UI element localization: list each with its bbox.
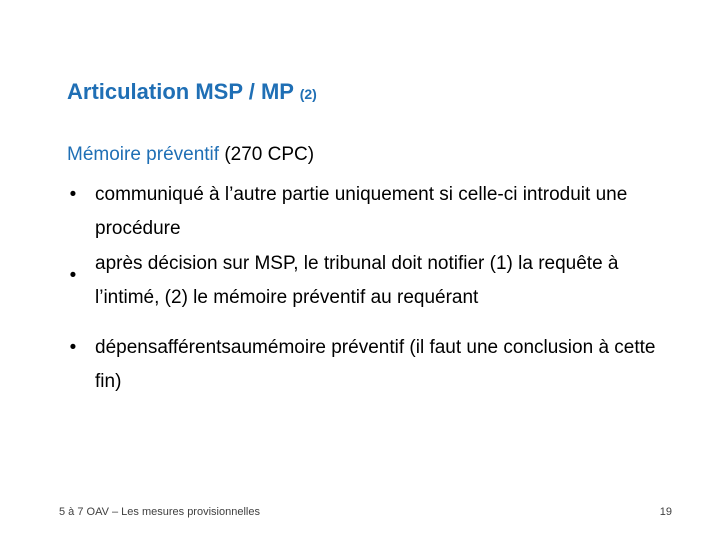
bullet-marker: • bbox=[69, 184, 77, 205]
footer-text: 5 à 7 OAV – Les mesures provisionnelles bbox=[59, 506, 260, 518]
bullet-marker: • bbox=[69, 337, 77, 358]
bullet-text: après décision sur MSP, le tribunal doit notifier (1) la requête à l’intimé, (2) le mémoire préventif au requérant bbox=[95, 253, 619, 308]
slide-title-suffix: (2) bbox=[299, 86, 317, 102]
subheading-rest: (270 CPC) bbox=[219, 144, 315, 165]
subheading bbox=[67, 143, 314, 167]
bullet-text: dépensafférentsaumémoire préventif (il faut une conclusion à cette fin) bbox=[95, 337, 656, 392]
slide-title-main: Articulation MSP / MP bbox=[67, 79, 294, 104]
subheading-accent: Mémoire préventif bbox=[67, 144, 220, 165]
page-number: 19 bbox=[659, 506, 672, 518]
slide-title bbox=[67, 78, 317, 108]
bullet-text: communiqué à l’autre partie uniquement si celle-ci introduit une procédure bbox=[95, 184, 628, 239]
bullet-marker: • bbox=[69, 265, 77, 286]
